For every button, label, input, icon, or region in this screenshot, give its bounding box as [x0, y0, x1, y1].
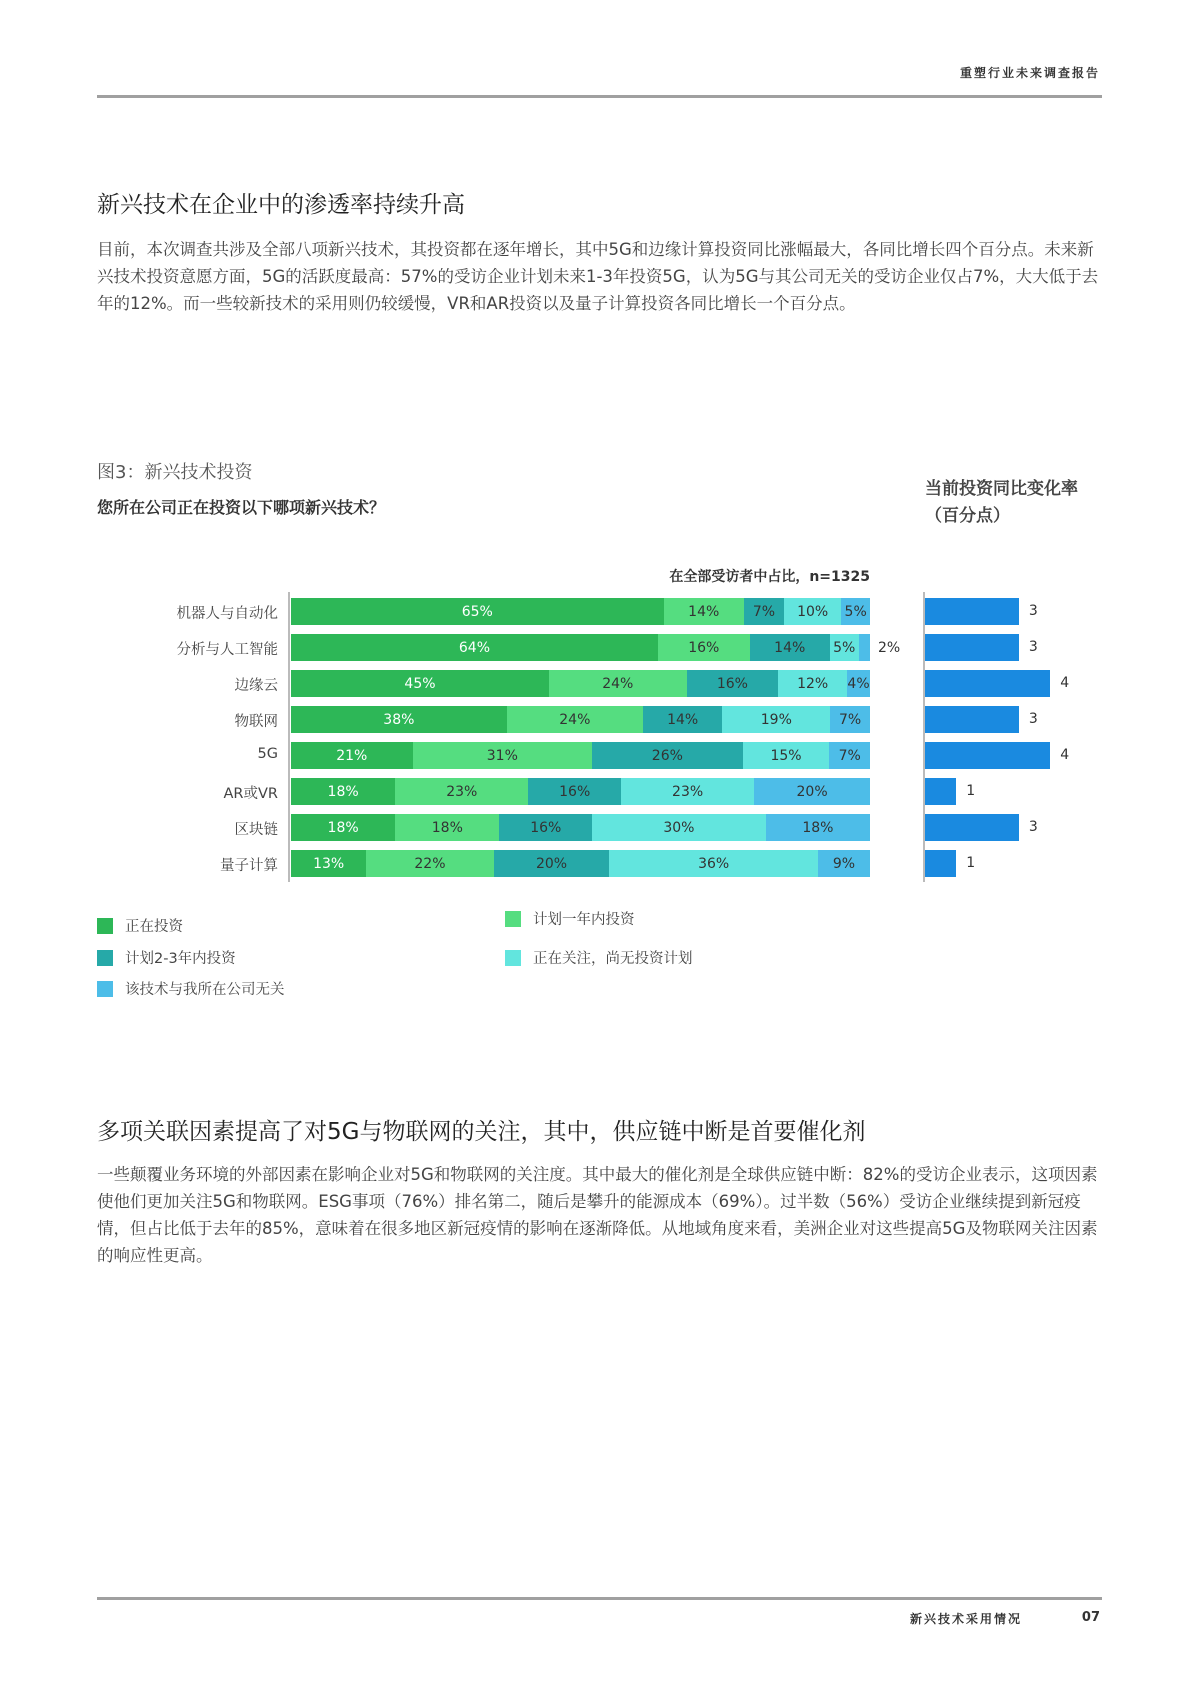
figure-label: 图3：新兴技术投资 — [97, 462, 253, 483]
data-label: 21% — [336, 747, 368, 764]
data-label: 2% — [877, 639, 901, 656]
data-label: 7% — [839, 711, 862, 728]
bar-segment — [750, 634, 830, 661]
bar-segment — [395, 814, 499, 841]
data-label: 38% — [383, 711, 415, 728]
bar-segment — [366, 850, 493, 877]
bar-segment — [621, 778, 754, 805]
data-label: 36% — [698, 855, 730, 872]
legend-item — [97, 978, 285, 999]
legend-swatch — [505, 911, 521, 927]
header-rule — [97, 95, 1102, 98]
figure-question: 您所在公司正在投资以下哪项新兴技术？ — [97, 498, 386, 517]
data-label: 45% — [404, 675, 436, 692]
data-label: 16% — [559, 783, 591, 800]
data-label: 20% — [796, 783, 828, 800]
change-chart-title — [925, 476, 1078, 530]
bar-segment — [592, 814, 766, 841]
stacked-bar-row — [291, 742, 870, 769]
data-label: 23% — [446, 783, 478, 800]
category-label: 量子计算 — [220, 858, 278, 874]
stacked-bar-row — [291, 850, 870, 877]
bar-segment — [664, 598, 744, 625]
category-label: 边缘云 — [234, 678, 278, 694]
category-label: AR或VR — [223, 786, 278, 802]
stacked-bar-row — [291, 778, 870, 805]
bar-segment — [395, 778, 528, 805]
data-label: 22% — [414, 855, 446, 872]
running-header: 重塑行业未来调查报告 — [959, 66, 1100, 80]
data-label: 65% — [461, 603, 493, 620]
change-bar — [925, 634, 1019, 661]
data-label: 23% — [672, 783, 704, 800]
data-label: 24% — [602, 675, 634, 692]
bar-segment — [291, 598, 664, 625]
bar-segment — [784, 598, 841, 625]
change-value: 3 — [1028, 711, 1038, 727]
bar-segment — [687, 670, 779, 697]
legend-label: 正在投资 — [125, 919, 183, 935]
data-label: 7% — [838, 747, 861, 764]
stacked-bar-row — [291, 598, 870, 625]
bar-segment — [643, 706, 722, 733]
bar-segment — [743, 742, 830, 769]
bar-segment — [291, 742, 413, 769]
data-label: 12% — [797, 675, 829, 692]
bar-segment — [291, 850, 366, 877]
legend-item — [505, 908, 635, 929]
bar-segment — [829, 742, 870, 769]
category-label: 机器人与自动化 — [176, 606, 278, 622]
bar-segment — [859, 634, 901, 661]
change-chart-title-line2: （百分点） — [925, 506, 1010, 526]
change-value: 3 — [1028, 819, 1038, 835]
change-bar — [925, 850, 956, 877]
category-label: 5G — [257, 746, 278, 762]
bar-segment — [549, 670, 687, 697]
bar-segment — [778, 670, 847, 697]
bar-segment — [658, 634, 750, 661]
change-bar — [925, 670, 1050, 697]
bar-segment — [291, 814, 395, 841]
bar-segment — [507, 706, 643, 733]
data-label: 14% — [774, 639, 806, 656]
data-label: 20% — [535, 855, 568, 872]
bar-segment — [291, 706, 507, 733]
data-label: 9% — [832, 855, 856, 872]
legend-label: 计划一年内投资 — [533, 912, 635, 928]
data-label: 64% — [458, 639, 490, 656]
data-label: 7% — [752, 603, 776, 620]
legend-swatch — [505, 950, 521, 966]
data-label: 30% — [663, 819, 695, 836]
stacked-bar-row — [291, 706, 870, 733]
legend-label: 计划2-3年内投资 — [125, 951, 236, 967]
data-label: 24% — [559, 711, 591, 728]
legend-item — [97, 915, 183, 936]
stacked-axis — [288, 592, 290, 882]
change-value: 1 — [966, 783, 976, 799]
bar-segment — [413, 742, 592, 769]
data-label: 31% — [486, 747, 518, 764]
change-value: 4 — [1060, 675, 1070, 691]
bar-segment — [499, 814, 592, 841]
bar-segment — [494, 850, 610, 877]
change-value: 1 — [966, 855, 976, 871]
data-label: 18% — [327, 783, 359, 800]
bar-segment — [291, 778, 395, 805]
category-label: 分析与人工智能 — [176, 642, 278, 658]
sample-note: 在全部受访者中占比，n=1325 — [669, 569, 870, 585]
category-label: 区块链 — [234, 822, 278, 838]
data-label: 18% — [431, 819, 463, 836]
stacked-bar-row — [291, 670, 870, 697]
stacked-bar-row — [291, 634, 901, 661]
section-title: 新兴技术在企业中的渗透率持续升高 — [97, 192, 465, 218]
category-label: 物联网 — [234, 714, 278, 730]
data-label: 14% — [667, 711, 699, 728]
legend-swatch — [97, 918, 113, 934]
data-label: 5% — [844, 603, 867, 620]
data-label: 16% — [688, 639, 720, 656]
legend-swatch — [97, 950, 113, 966]
bar-segment — [744, 598, 784, 625]
data-label: 19% — [760, 711, 792, 728]
data-label: 10% — [797, 603, 829, 620]
section-body-2: 一些颠覆业务环境的外部因素在影响企业对5G和物联网的关注度。其中最大的催化剂是全球供应链中断：82%的受访企业表示，这项因素使他们更加关注5G和物联网。ESG事项（76%）排名第二，随后是攀升的能源成本（69%）。过半数（56%）受访企业继续提到新冠疫情，但占比低于去年的85%，意味着在很多地区新冠疫情的影响在逐渐降低。从地域角度来看，美洲企业对这些提高5G及物联网关注因素的响应性更高。 — [97, 1165, 1098, 1265]
legend-item — [505, 947, 693, 968]
page-number: 07 — [1081, 1610, 1100, 1625]
stacked-bar-row — [291, 814, 870, 841]
bar-segment — [847, 670, 870, 697]
change-value: 4 — [1060, 747, 1070, 763]
data-label: 18% — [327, 819, 359, 836]
legend-swatch — [97, 981, 113, 997]
change-bar — [925, 814, 1019, 841]
change-bar — [925, 598, 1019, 625]
data-label: 5% — [833, 639, 856, 656]
data-label: 16% — [716, 675, 748, 692]
bar-segment — [841, 598, 870, 625]
bar-segment — [766, 814, 870, 841]
bar-segment — [528, 778, 621, 805]
legend-label: 正在关注，尚无投资计划 — [533, 951, 693, 967]
change-value: 3 — [1028, 603, 1038, 619]
bar-segment — [609, 850, 817, 877]
change-bar — [925, 742, 1050, 769]
legend-item — [97, 947, 236, 968]
data-label: 16% — [530, 819, 562, 836]
bar-segment — [818, 850, 870, 877]
section-body: 目前，本次调查共涉及全部八项新兴技术，其投资都在逐年增长，其中5G和边缘计算投资同比涨幅最大，各同比增长四个百分点。未来新兴技术投资意愿方面，5G的活跃度最高：57%的受访企业计划未来1-3年投资5G，认为5G与其公司无关的受访企业仅占7%，大大低于去年的12%。而一些较新技术的采用则仍较缓慢，VR和AR投资以及量子计算投资各同比增长一个百分点。 — [97, 240, 1099, 313]
footer-rule — [97, 1597, 1102, 1600]
change-bar — [925, 706, 1019, 733]
data-label: 18% — [802, 819, 834, 836]
bar-segment — [592, 742, 743, 769]
change-bar — [925, 778, 956, 805]
data-label: 15% — [770, 747, 802, 764]
data-label: 4% — [847, 675, 870, 692]
bar-segment — [291, 670, 549, 697]
data-label: 13% — [313, 855, 345, 872]
change-value: 3 — [1028, 639, 1038, 655]
footer-section: 新兴技术采用情况 — [909, 1612, 1022, 1626]
change-chart-title-line1: 当前投资同比变化率 — [925, 479, 1078, 499]
bar-segment — [722, 706, 830, 733]
bar-segment — [754, 778, 870, 805]
data-label: 26% — [651, 747, 683, 764]
data-label: 14% — [688, 603, 720, 620]
section-title-2: 多项关联因素提高了对5G与物联网的关注，其中，供应链中断是首要催化剂 — [97, 1119, 866, 1145]
bar-segment — [830, 634, 859, 661]
legend-label: 该技术与我所在公司无关 — [125, 982, 285, 998]
bar-segment — [830, 706, 870, 733]
bar-segment — [291, 634, 658, 661]
